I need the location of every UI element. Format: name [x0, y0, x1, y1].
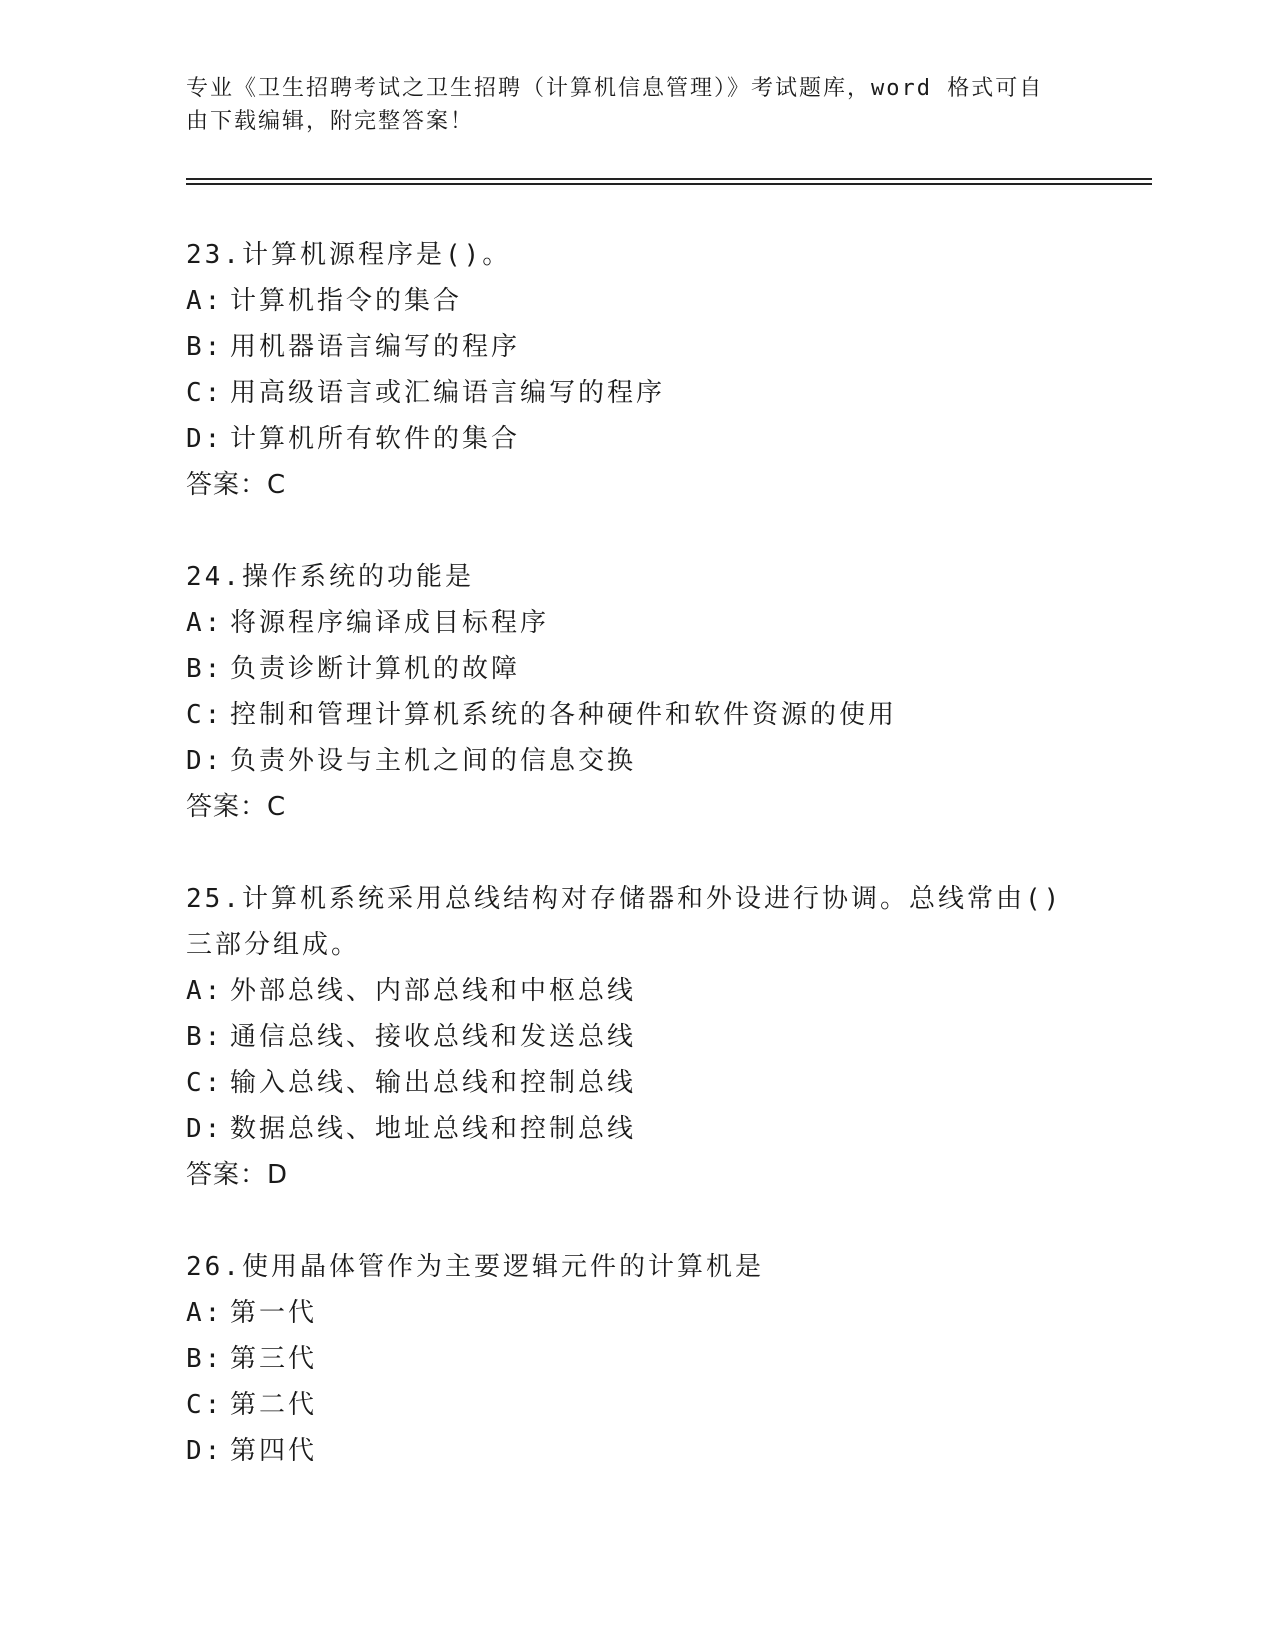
option-text: 负责外设与主机之间的信息交换	[230, 746, 637, 776]
option-letter: B:	[186, 1022, 224, 1052]
option-text: 输入总线、输出总线和控制总线	[230, 1068, 637, 1098]
option-letter: D:	[186, 424, 224, 454]
option-text: 用高级语言或汇编语言编写的程序	[230, 378, 666, 408]
question-25	[186, 876, 1086, 1198]
option-letter: B:	[186, 332, 224, 362]
option-text: 通信总线、接收总线和发送总线	[230, 1022, 637, 1052]
option-letter: A:	[186, 608, 224, 638]
option-text: 计算机所有软件的集合	[230, 424, 521, 454]
question-stem: 26.使用晶体管作为主要逻辑元件的计算机是	[186, 1252, 764, 1282]
question-26	[186, 1244, 1086, 1474]
option-a	[186, 968, 1086, 1014]
question-list	[186, 232, 1086, 1520]
option-letter: C:	[186, 378, 224, 408]
answer-line: 答案：C	[186, 470, 287, 500]
option-text: 数据总线、地址总线和控制总线	[230, 1114, 637, 1144]
option-d	[186, 1106, 1086, 1152]
header-intro-line-2: 由下载编辑，附完整答案！	[186, 109, 475, 134]
option-letter: B:	[186, 1344, 224, 1374]
question-23	[186, 232, 1086, 508]
option-b	[186, 1014, 1086, 1060]
question-stem: 24.操作系统的功能是	[186, 562, 474, 592]
option-text: 用机器语言编写的程序	[230, 332, 521, 362]
option-c	[186, 1060, 1086, 1106]
header-divider-top	[186, 178, 1152, 180]
question-stem: 23.计算机源程序是()。	[186, 240, 512, 270]
option-c	[186, 1382, 1086, 1428]
option-letter: C:	[186, 1068, 224, 1098]
question-24	[186, 554, 1086, 830]
option-b	[186, 1336, 1086, 1382]
option-c	[186, 692, 1086, 738]
option-text: 计算机指令的集合	[230, 286, 463, 316]
answer-line: 答案：C	[186, 792, 287, 822]
option-letter: D:	[186, 1436, 224, 1466]
question-stem: 25.计算机系统采用总线结构对存储器和外设进行协调。总线常由()三部分组成。	[186, 884, 1063, 960]
option-text: 第三代	[230, 1344, 318, 1374]
option-d	[186, 416, 1086, 462]
option-text: 控制和管理计算机系统的各种硬件和软件资源的使用	[230, 700, 898, 730]
option-text: 外部总线、内部总线和中枢总线	[230, 976, 637, 1006]
option-letter: D:	[186, 746, 224, 776]
answer-line: 答案：D	[186, 1160, 289, 1190]
option-text: 第四代	[230, 1436, 318, 1466]
option-a	[186, 1290, 1086, 1336]
option-b	[186, 646, 1086, 692]
option-a	[186, 278, 1086, 324]
option-letter: C:	[186, 1390, 224, 1420]
document-header	[186, 72, 1066, 138]
option-text: 负责诊断计算机的故障	[230, 654, 521, 684]
option-letter: A:	[186, 286, 224, 316]
option-text: 将源程序编译成目标程序	[230, 608, 550, 638]
option-b	[186, 324, 1086, 370]
option-text: 第二代	[230, 1390, 318, 1420]
option-text: 第一代	[230, 1298, 318, 1328]
option-a	[186, 600, 1086, 646]
option-d	[186, 1428, 1086, 1474]
option-letter: B:	[186, 654, 224, 684]
option-letter: C:	[186, 700, 224, 730]
header-divider-bottom	[186, 183, 1152, 185]
option-letter: D:	[186, 1114, 224, 1144]
header-intro-line-1: 专业《卫生招聘考试之卫生招聘（计算机信息管理）》考试题库，word 格式可自	[186, 76, 1044, 101]
option-letter: A:	[186, 976, 224, 1006]
option-d	[186, 738, 1086, 784]
option-letter: A:	[186, 1298, 224, 1328]
option-c	[186, 370, 1086, 416]
